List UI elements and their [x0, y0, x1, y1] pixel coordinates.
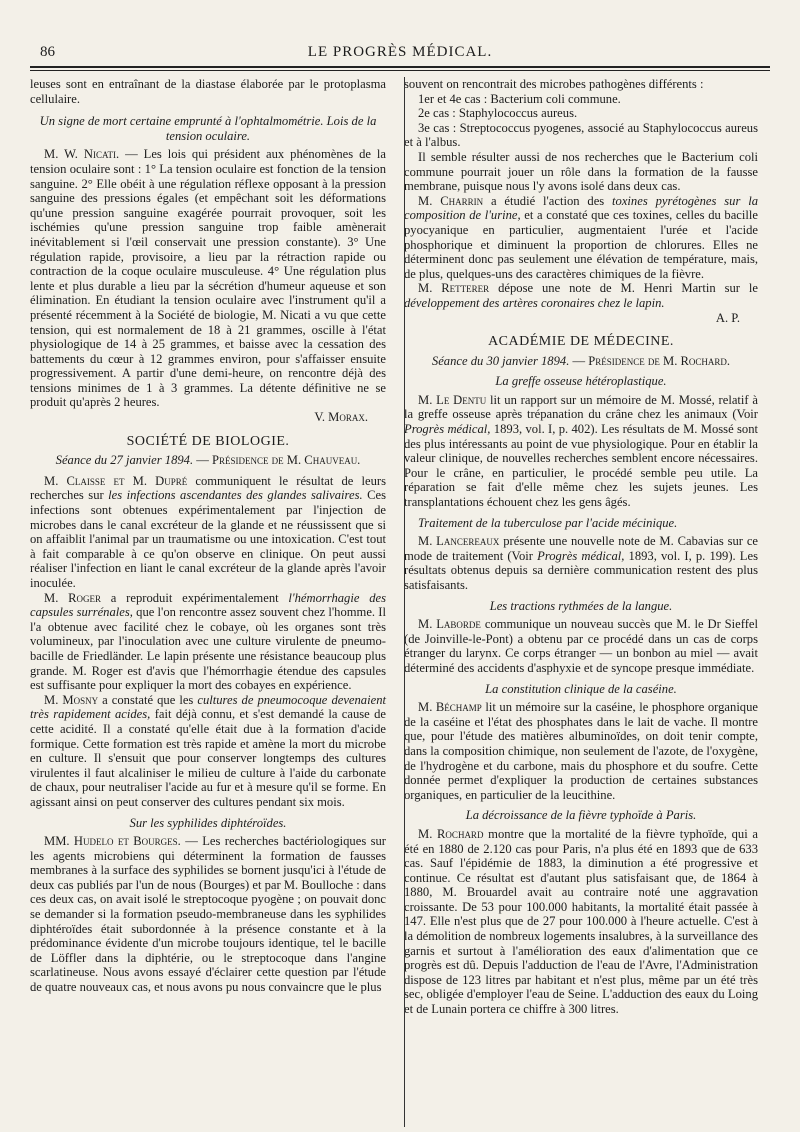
paragraph: Il semble résulter aussi de nos recherches que le Bacterium coli commune pourrait jouer un rôle dans la formation de la fausse membrane, puisque nous l'y avons isolé dans deux cas.	[404, 149, 758, 194]
paragraph-text: fait déjà connu, et s'est demandé la cause de cette acidité. Il a constaté qu'elle était due à la formation d'acide formique. Cette formation est très rapide et amène la mort du microbe en culture. Il s'ensuit que pour conserver longtemps des cultures virulentes il faut alcaliniser le milieu de culture à l'aide du carbonate de chaux, pour neutraliser l'acide au fur et à mesure qu'il se forme. En agissant ainsi on peut conserver des cultures pendant six mois.	[30, 707, 386, 809]
author-name: M. Claisse et M. Dupré	[44, 473, 188, 488]
subheading: Sur les syphilides diphtéroïdes.	[129, 815, 287, 830]
section-title: ACADÉMIE DE MÉDECINE.	[488, 334, 674, 350]
signature: V. Morax.	[314, 410, 368, 425]
page-header	[30, 34, 770, 60]
journal-italic: Progrès médical,	[404, 422, 491, 437]
paragraph	[404, 700, 758, 802]
paragraph-text: et a constaté que ces toxines, celles du bacille pyocyanique en particulier, augmentaient l'urée et l'acide phosphorique et diminuent la proportion de chlorures. Elles ne déterminent donc pas seulement une élévation de température, mais, de plus, quelques-uns des caractères chimiques de la fièvre.	[404, 208, 758, 281]
paragraph: leuses sont en entraînant de la diastase élaborée par le protoplasma cellulaire.	[30, 77, 386, 106]
topic-italic: l'hémorrhagie des capsules surrénales,	[30, 590, 386, 620]
paragraph-text: — Les recherches bactériologiques sur les agents microbiens qui déterminent la formation de fausses membranes à la surface des syphilides se bornent jusqu'ici à l'étude de deux cas publiés par l'un de nous (Bourges) et par M. Boulloche : dans ces deux cas, on avait isolé le streptocoque pyogène ; on pouvait donc se demander si la formation pseudo-membraneuse dans les syphilides diphtéroïdes était subordonnée à la présence constante et à la prédominance évidente d'un microbe toujours identique, tel le bacille de Löffler dans la diphtérie, ou le streptocoque dans l'angine scarlatineuse. Nous avons essayé d'éclairer cette question par l'étude de quatre nouveaux cas, et nous avons pu nous convaincre que le plus	[30, 834, 386, 995]
paragraph-text: a constaté que les	[98, 692, 198, 707]
session-line	[404, 354, 758, 369]
paragraph-text: communique un nouveau succès que M. le Dr Sieffel (de Joinville-le-Pont) a obtenu par ce procédé dans un cas de corps étranger du larynx. Ce corps étranger — un bonbon au miel — avait déterminé des accidents d'asphyxie et de syncope presque immédiate.	[404, 617, 758, 675]
left-column	[30, 77, 394, 1017]
paragraph: souvent on rencontrait des microbes pathogènes différents :	[404, 77, 704, 91]
header-rule-thin	[30, 70, 770, 71]
topic-italic: développement des artères coronaires chez le lapin.	[404, 295, 665, 310]
paragraph	[30, 693, 386, 810]
paragraph	[30, 834, 386, 995]
author-name: M. Laborde	[418, 617, 481, 632]
paragraph	[404, 534, 758, 592]
paragraph-text: communiquent le résultat de leurs recherches sur	[30, 473, 386, 503]
paragraph-text: montre que la mortalité de la fièvre typhoïde, qui a été en 1880 de 2.120 cas pour Paris, n'a plus été en 1893 que de 633 cas. Sauf l'épidémie de 1883, la diminution a été progressive et continue. Ce résultat est d'autant plus satisfaisant que, de 1864 à 1880, M. Brouardel avait au contraire noté une aggravation croissante. De 53 pour 100.000 habitants, la mortalité était passée à 147. Elle n'est plus que de 27 pour 100.000 à l'heure actuelle. C'est à la démolition de nombreux logements insalubres, à la surveillance des garnis et surtout à l'amélioration des eaux d'alimentation que ce progrès est dû. Depuis l'adduction de l'eau de l'Avre, l'Administration dispose de 123 litres par habitant et n'est plus, même par un été très sec, obligée d'employer l'eau de Seine. L'adduction des eaux du Loing et de Lunain portera ce chiffre à 300 litres.	[404, 826, 758, 1017]
topic-italic: les infections ascendantes des glandes salivaires.	[108, 488, 363, 503]
session-line	[30, 453, 386, 468]
page-number: 86	[40, 44, 55, 60]
paragraph-text: a étudié l'action des	[483, 193, 613, 208]
paragraph-text: 1893, vol. I, p. 199). Les résultats obtenus depuis sa dernière communication restent des plus satisfaisants.	[404, 548, 758, 592]
section-title: SOCIÉTÉ DE BIOLOGIE.	[126, 433, 290, 449]
author-name: M. Roger	[44, 590, 102, 605]
paragraph	[404, 393, 758, 510]
session-date: Séance du 30 janvier 1894.	[431, 353, 570, 368]
paragraph	[404, 827, 758, 1017]
session-presidency: — Présidence de M. Chauveau.	[193, 453, 361, 468]
author-name: M. Retterer	[418, 281, 490, 296]
subheading: Les tractions rythmées de la langue.	[489, 598, 673, 613]
paragraph	[404, 281, 758, 310]
paragraph-text: dépose une note de M. Henri Martin sur le	[489, 281, 758, 296]
column-divider	[404, 77, 405, 1127]
article-columns	[30, 77, 770, 1017]
subheading: Traitement de la tuberculose par l'acide mécinique.	[418, 515, 678, 530]
paragraph-text: Ces infections sont obtenues expérimentalement par l'injection de microbes dans le canal excréteur de la glande et ne réussissent que si on affaiblit l'animal par un traumatisme ou une intoxication. C'est tout à fait comparable à ce qu'on observe en clinique. On peut aussi réaliser l'infection en liant le canal excréteur de la glande après l'avoir inoculée.	[30, 488, 386, 590]
journal-italic: Progrès médical,	[537, 548, 625, 563]
paragraph	[30, 591, 386, 693]
paragraph	[404, 194, 758, 282]
running-title: LE PROGRÈS MÉDICAL.	[307, 44, 493, 60]
subheading: La greffe osseuse hétéroplastique.	[495, 374, 667, 389]
author-name: M. W. Nicati.	[44, 147, 120, 162]
session-date: Séance du 27 janvier 1894.	[55, 453, 194, 468]
subheading: La décroissance de la fièvre typhoïde à Paris.	[465, 808, 697, 823]
subheading: La constitution clinique de la caséine.	[485, 681, 677, 696]
author-name: M. Mosny	[44, 692, 99, 707]
author-name: M. Rochard	[418, 826, 484, 841]
author-name: M. Béchamp	[418, 700, 482, 715]
author-name: M. Le Dentu	[418, 392, 487, 407]
paragraph-text: que l'on rencontre assez souvent chez l'homme. Il l'a obtenue avec facilité chez le cobaye, où les organes sont très volumineux, par l'inoculation avec une culture virulente de pneumo-bacille de Friedländer. Le lapin présente une résistance beaucoup plus grande. M. Roger est d'avis que l'hémorrhagie étendue des capsules est suffisante pour expliquer la mort des cobayes en expérience.	[30, 605, 386, 693]
paragraph-text: présente une nouvelle note de M. Cabavias sur ce mode de traitement (Voir	[404, 534, 758, 563]
topic-italic: cultures de pneumocoque devenaient très rapidement acides,	[30, 692, 386, 722]
right-column	[394, 77, 758, 1017]
paragraph	[30, 474, 386, 591]
signature: A. P.	[715, 310, 740, 325]
topic-italic: toxines pyrétogènes sur la composition de l'urine,	[404, 193, 759, 223]
author-name: MM. Hudelo et Bourges.	[44, 834, 181, 849]
paragraph	[404, 617, 758, 675]
author-name: M. Lancereaux	[418, 534, 500, 549]
paragraph-text: a reproduit expérimentalement	[101, 590, 289, 605]
paragraph	[30, 147, 386, 410]
paragraph-text: — Les lois qui président aux phénomènes de la tension oculaire sont : 1° La tension oculaire est fonction de la tension sanguine. 2° Elle obéit à une régulation réflexe opposant à la pression sanguine des pressions égales (et empêchant soit les déformations qu'une pression sanguine exagérée pourrait provoquer, soit les ischémies qu'une pression sanguine trop faible amènerait inévitablement si l'œil conservait une pression constante). 3° Une régulation rapide, provisoire, a lieu par la rétraction rapide ou contraction de la coque oculaire musculeuse. 4° Une régulation plus lente et plus durable a lieu par la sécrétion d'humeur aqueuse et son élimination. En étudiant la tension oculaire avec l'instrument qu'il a présenté récemment à la Société de biologie, M. Nicati a vu que cette tension, qui est normalement de 18 à 21 grammes, oscille à l'état physiologique de 14 à 25 grammes, et baisse avec la cessation des battements du cœur à 12 grammes environ, pour s'affaisser ensuite progressivement. A partir d'une demi-heure, on rencontre déjà des tensions minimes de 1 à 3 grammes. La détente définitive ne se produit qu'après 2 heures.	[30, 147, 386, 410]
header-rule	[30, 66, 770, 68]
list-item: 3e cas : Streptococcus pyogenes, associé au Staphylococcus aureus et à l'albus.	[404, 120, 758, 150]
session-presidency: — Présidence de M. Rochard.	[569, 353, 731, 368]
paragraph-text: lit un rapport sur un mémoire de M. Mossé, relatif à la greffe osseuse après trépanation du crâne chez les animaux (Voir	[404, 392, 758, 422]
author-name: M. Charrin	[418, 193, 484, 208]
list-item: 1er et 4e cas : Bacterium coli commune.	[418, 91, 621, 106]
subheading: Un signe de mort certaine emprunté à l'ophtalmométrie. Lois de la tension oculaire.	[39, 114, 377, 143]
list-item: 2e cas : Staphylococcus aureus.	[418, 106, 578, 121]
paragraph-text: 1893, vol. I, p. 402). Les résultats de M. Mossé sont des plus intéressants au point de vue physiologique. Pour en établir la valeur clinique, de nouvelles recherches semblent encore nécessaires. Pour le crâne, en particulier, le procédé semble peu utile. La réparation se fait d'elle même chez les sujets jeunes. Les transplantations échouent chez les gens âgés.	[404, 422, 758, 510]
paragraph-text: lit un mémoire sur la caséine, le phosphore organique de la caséine et l'état des phosphates dans le lait de vache. Il montre que, pour l'étude des matières albuminoïdes, on doit tenir compte, dans la composition chimique, non seulement de l'azote, de l'oxygène, de l'hydrogène et du carbone, mais du phosphore et du soufre. Cette donnée permet d'expliquer la production de certaines substances organiques, en particulier de la leucithine.	[404, 700, 758, 802]
